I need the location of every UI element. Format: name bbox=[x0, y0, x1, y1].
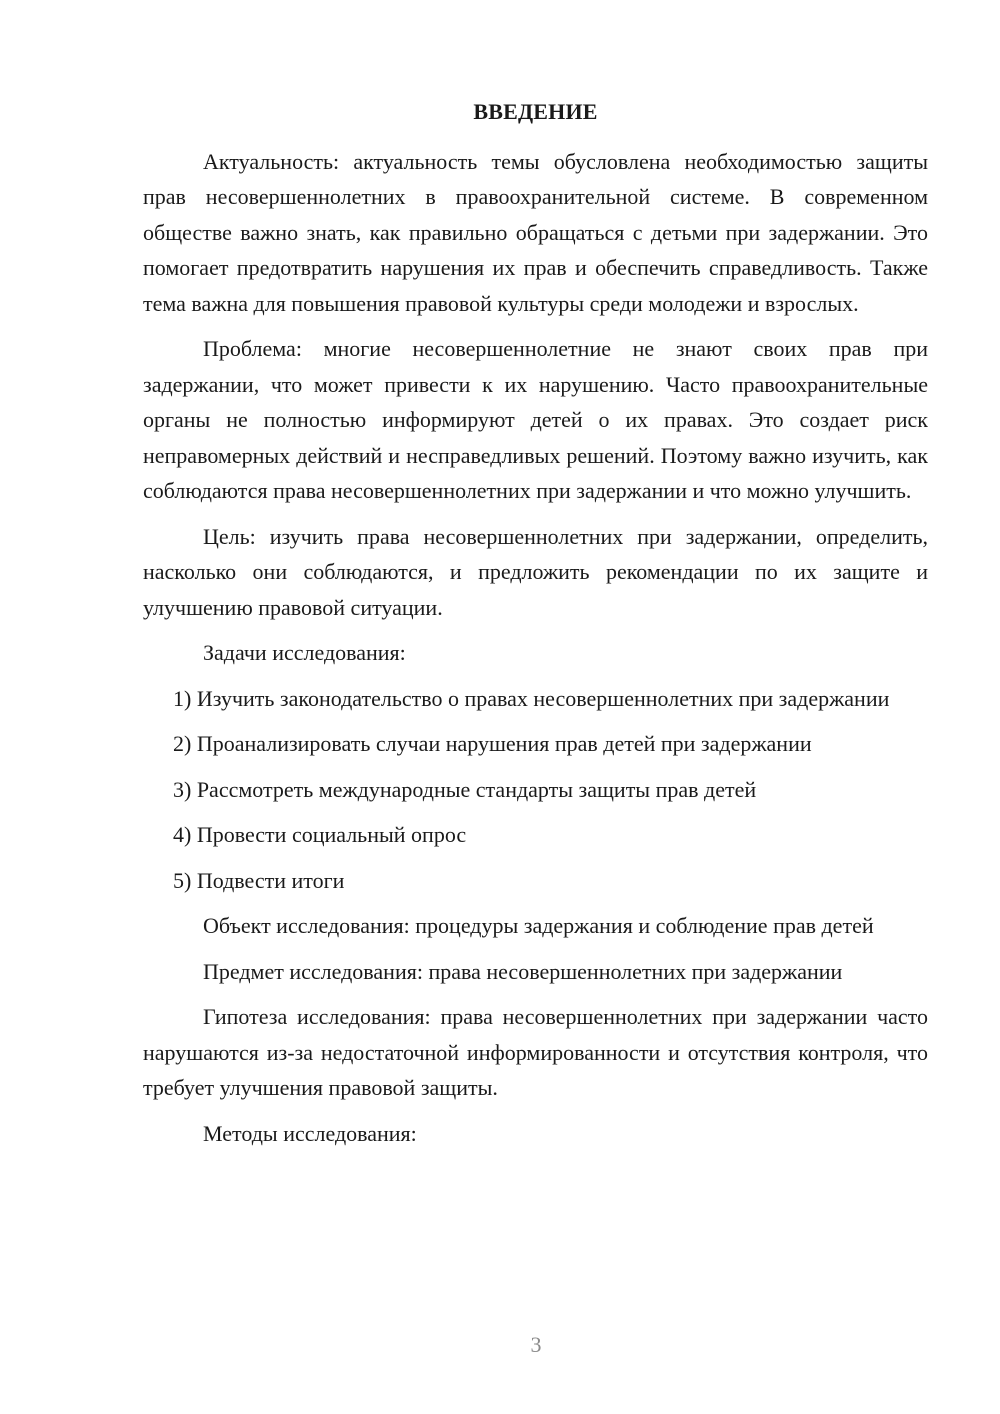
task-item-1: 1) Изучить законодательство о правах несовершеннолетних при задержании bbox=[173, 685, 890, 711]
paragraph-hypothesis: Гипотеза исследования: права несовершеннолетних при задержании часто нарушаются из-за недостаточной информированности и отсутствия контроля, что требует улучшения правовой защиты. bbox=[143, 1004, 928, 1100]
paragraph-methods: Методы исследования: bbox=[203, 1120, 417, 1146]
document-body bbox=[143, 94, 928, 1161]
task-item-5: 5) Подвести итоги bbox=[173, 867, 345, 893]
section-title: ВВЕДЕНИЕ bbox=[473, 99, 598, 124]
task-item-3: 3) Рассмотреть международные стандарты защиты прав детей bbox=[173, 776, 757, 802]
paragraph-goal: Цель: изучить права несовершеннолетних при задержании, определить, насколько они соблюдаются, и предложить рекомендации по их защите и улучшению правовой ситуации. bbox=[143, 523, 928, 620]
paragraph-subject: Предмет исследования: права несовершеннолетних при задержании bbox=[203, 958, 843, 984]
task-item-2: 2) Проанализировать случаи нарушения прав детей при задержании bbox=[173, 731, 812, 756]
paragraph-object: Объект исследования: процедуры задержания и соблюдение прав детей bbox=[203, 913, 874, 938]
task-item-4: 4) Провести социальный опрос bbox=[173, 822, 467, 847]
page-number: 3 bbox=[530, 1332, 542, 1357]
paragraph-problem: Проблема: многие несовершеннолетние не знают своих прав при задержании, что может привести к их нарушению. Часто правоохранительные органы не полностью информируют детей о их правах. Это создает риск неправомерных действий и несправедливых решений. Поэтому важно изучить, как соблюдаются права несовершеннолетних при задержании и что можно улучшить. bbox=[143, 336, 928, 503]
paragraph-relevance: Актуальность: актуальность темы обусловлена необходимостью защиты прав несовершеннолетних в правоохранительной системе. В современном обществе важно знать, как правильно обращаться с детьми при задержании. Это помогает предотвратить нарушения их прав и обеспечить справедливость. Также тема важна для повышения правовой культуры среди молодежи и взрослых. bbox=[143, 148, 928, 316]
paragraph-tasks-heading: Задачи исследования: bbox=[203, 640, 406, 665]
